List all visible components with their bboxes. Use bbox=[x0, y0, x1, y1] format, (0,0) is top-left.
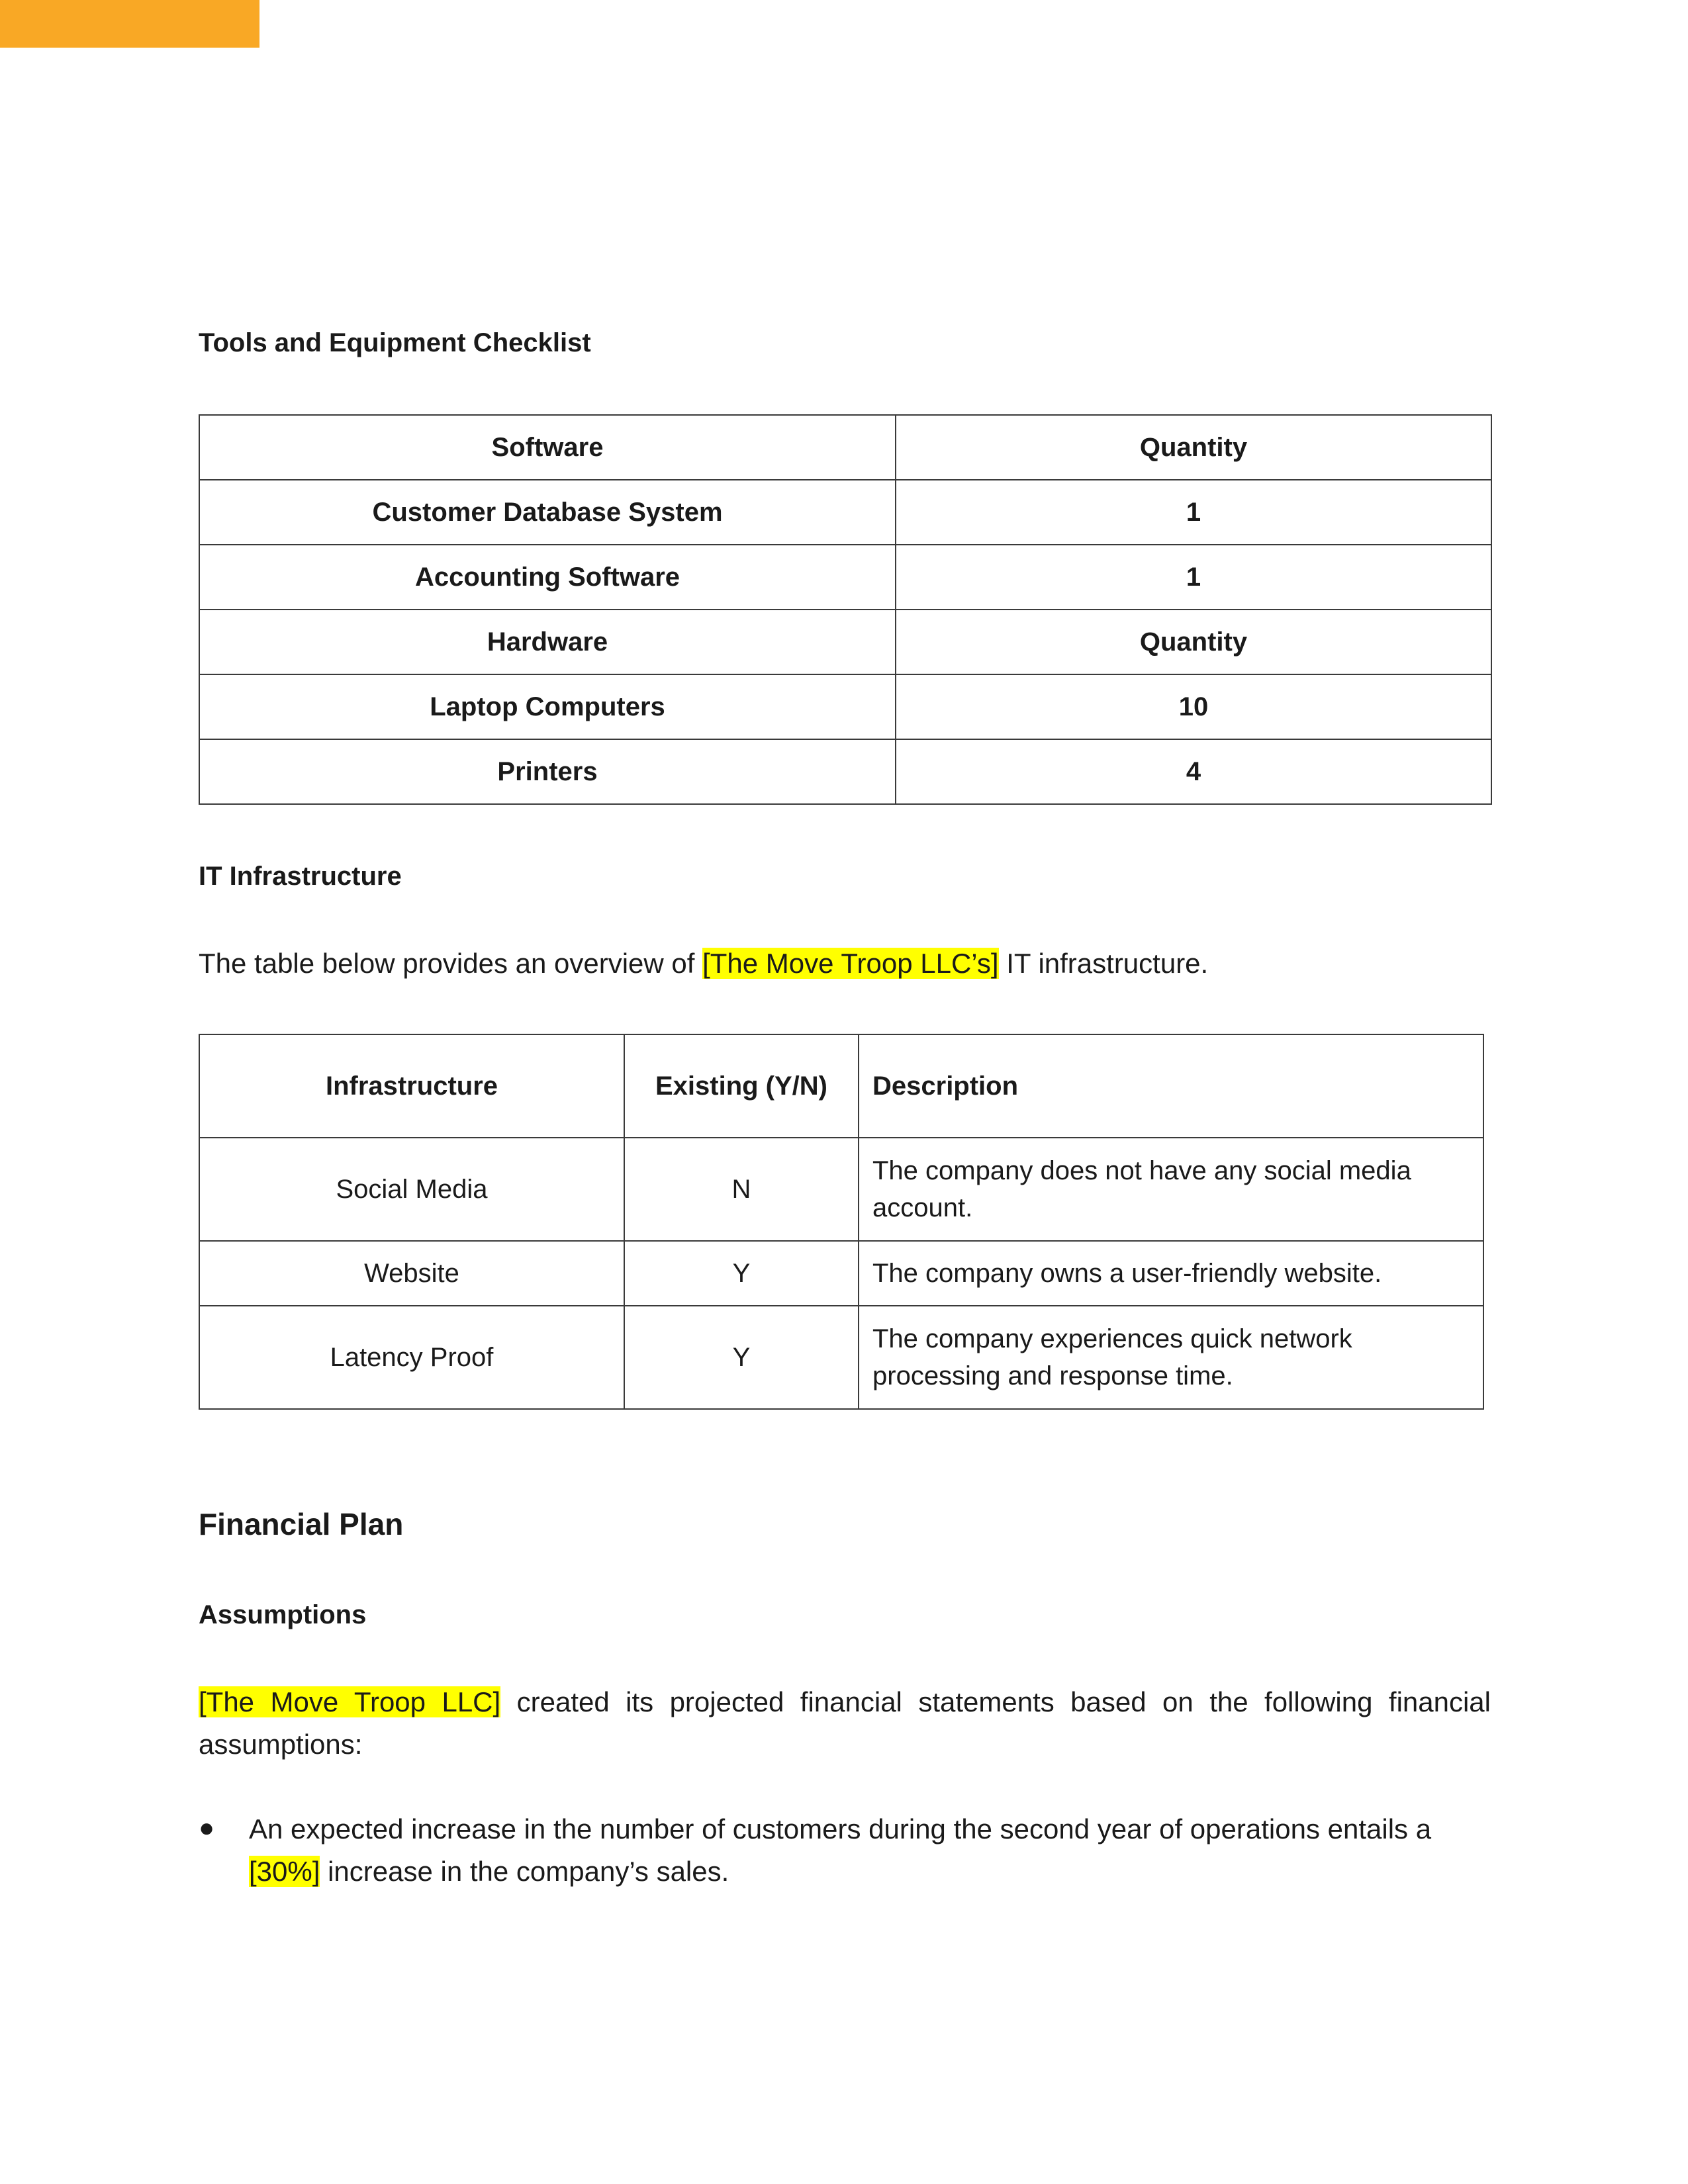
financial-plan-title: Financial Plan bbox=[199, 1507, 404, 1541]
assumptions-text: created its projected financial statements based on the following financial assumptions: bbox=[199, 1686, 1491, 1760]
tools-equipment-table bbox=[199, 414, 1492, 805]
table-cell: Latency Proof bbox=[199, 1306, 624, 1409]
table-cell: Quantity bbox=[896, 610, 1491, 674]
header-cell: Infrastructure bbox=[199, 1034, 624, 1138]
table-cell: Quantity bbox=[896, 415, 1491, 480]
intro-text-start: The table below provides an overview of bbox=[199, 948, 695, 979]
table-row bbox=[199, 1138, 1483, 1241]
assumptions-title: Assumptions bbox=[199, 1600, 367, 1629]
table-cell: Printers bbox=[199, 739, 896, 804]
header-cell: Description bbox=[859, 1034, 1483, 1138]
header-accent-bar bbox=[0, 0, 259, 48]
bullet-text-end: increase in the company’s sales. bbox=[328, 1856, 729, 1887]
table-cell: N bbox=[624, 1138, 859, 1241]
table-cell: 1 bbox=[896, 545, 1491, 610]
assumptions-paragraph bbox=[199, 1681, 1491, 1766]
it-infrastructure-table bbox=[199, 1034, 1484, 1410]
table-row bbox=[199, 610, 1491, 674]
table-row bbox=[199, 674, 1491, 739]
table-header-row bbox=[199, 1034, 1483, 1138]
table-cell: 4 bbox=[896, 739, 1491, 804]
table-cell: 1 bbox=[896, 480, 1491, 545]
table-row bbox=[199, 545, 1491, 610]
table-cell: Accounting Software bbox=[199, 545, 896, 610]
table-cell: Hardware bbox=[199, 610, 896, 674]
company-name-highlight: [The Move Troop LLC’s] bbox=[702, 948, 999, 979]
intro-text-end: IT infrastructure. bbox=[1006, 948, 1209, 979]
table-cell: The company experiences quick network processing and response time. bbox=[859, 1306, 1483, 1409]
it-infrastructure-title: IT Infrastructure bbox=[199, 862, 402, 891]
table-cell: Software bbox=[199, 415, 896, 480]
header-cell: Existing (Y/N) bbox=[624, 1034, 859, 1138]
table-row bbox=[199, 739, 1491, 804]
table-cell: Y bbox=[624, 1241, 859, 1306]
table-cell: Social Media bbox=[199, 1138, 624, 1241]
table-row bbox=[199, 1306, 1483, 1409]
bullet-text-start: An expected increase in the number of customers during the second year of operations entails a bbox=[249, 1813, 1432, 1844]
table-cell: Y bbox=[624, 1306, 859, 1409]
table-cell: Customer Database System bbox=[199, 480, 896, 545]
table-cell: The company does not have any social media account. bbox=[859, 1138, 1483, 1241]
assumption-bullet-item bbox=[249, 1808, 1493, 1893]
table-row bbox=[199, 480, 1491, 545]
table-cell: Laptop Computers bbox=[199, 674, 896, 739]
table-row bbox=[199, 1241, 1483, 1306]
company-name-highlight: [The Move Troop LLC] bbox=[199, 1686, 501, 1717]
bullet-icon: ● bbox=[199, 1813, 215, 1843]
table-cell: Website bbox=[199, 1241, 624, 1306]
percentage-highlight: [30%] bbox=[249, 1856, 320, 1887]
tools-checklist-title: Tools and Equipment Checklist bbox=[199, 328, 591, 357]
it-intro-paragraph bbox=[199, 942, 1208, 985]
table-row bbox=[199, 415, 1491, 480]
table-cell: The company owns a user-friendly website. bbox=[859, 1241, 1483, 1306]
table-cell: 10 bbox=[896, 674, 1491, 739]
